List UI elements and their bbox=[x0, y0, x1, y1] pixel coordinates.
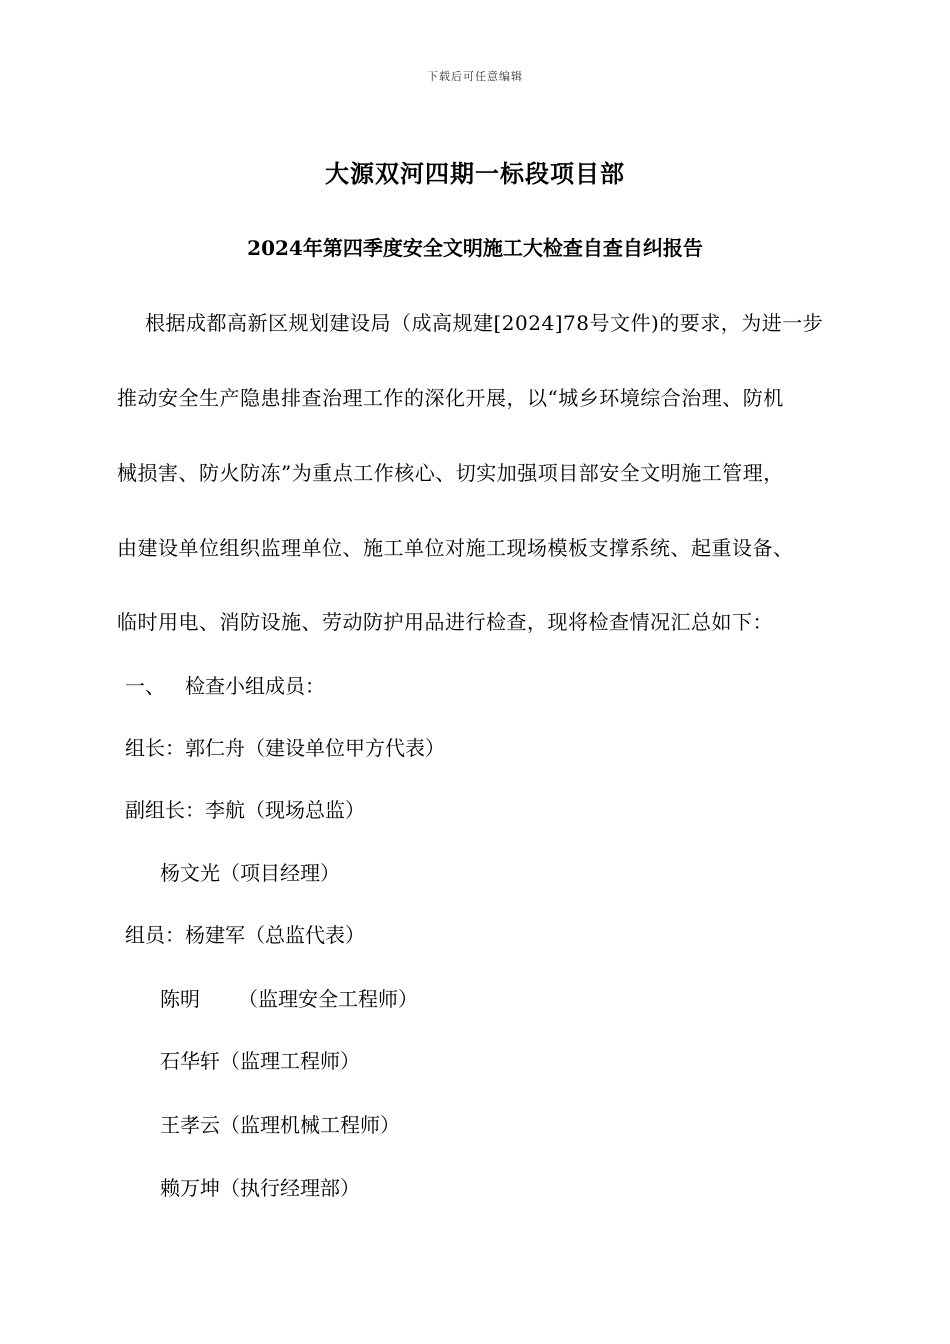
member-item: 石华轩（监理工程师） bbox=[160, 1049, 360, 1073]
section-heading bbox=[125, 670, 325, 699]
member-deputy: 杨文光（项目经理） bbox=[160, 861, 340, 885]
member-item: 赖万坤（执行经理部） bbox=[160, 1176, 360, 1200]
section-number: 一、 bbox=[125, 674, 165, 698]
member-role: （监理安全工程师） bbox=[238, 987, 418, 1011]
member-item: 组员：杨建军（总监代表） bbox=[125, 923, 365, 947]
header-note: 下载后可任意编辑 bbox=[427, 70, 523, 83]
intro-line: 根据成都高新区规划建设局（成高规建[2024]78号文件)的要求，为进一步 bbox=[145, 311, 824, 335]
intro-line: 推动安全生产隐患排查治理工作的深化开展，以“城乡环境综合治理、防机 bbox=[117, 386, 784, 410]
member-item: 王孝云（监理机械工程师） bbox=[160, 1113, 400, 1137]
member-deputy: 副组长：李航（现场总监） bbox=[125, 798, 365, 822]
intro-line: 临时用电、消防设施、劳动防护用品进行检查，现将检查情况汇总如下： bbox=[117, 610, 773, 634]
intro-line: 由建设单位组织监理单位、施工单位对施工现场模板支撑系统、起重设备、 bbox=[117, 536, 794, 560]
document-title: 大源双河四期一标段项目部 bbox=[325, 159, 625, 188]
section-heading-text: 检查小组成员： bbox=[185, 674, 325, 698]
member-leader: 组长：郭仁舟（建设单位甲方代表） bbox=[125, 736, 445, 760]
intro-line: 械损害、防火防冻”为重点工作核心、切实加强项目部安全文明施工管理， bbox=[117, 461, 784, 485]
document-subtitle: 2024年第四季度安全文明施工大检查自查自纠报告 bbox=[247, 236, 703, 260]
member-name: 陈明 bbox=[160, 987, 200, 1011]
member-item bbox=[160, 983, 418, 1012]
